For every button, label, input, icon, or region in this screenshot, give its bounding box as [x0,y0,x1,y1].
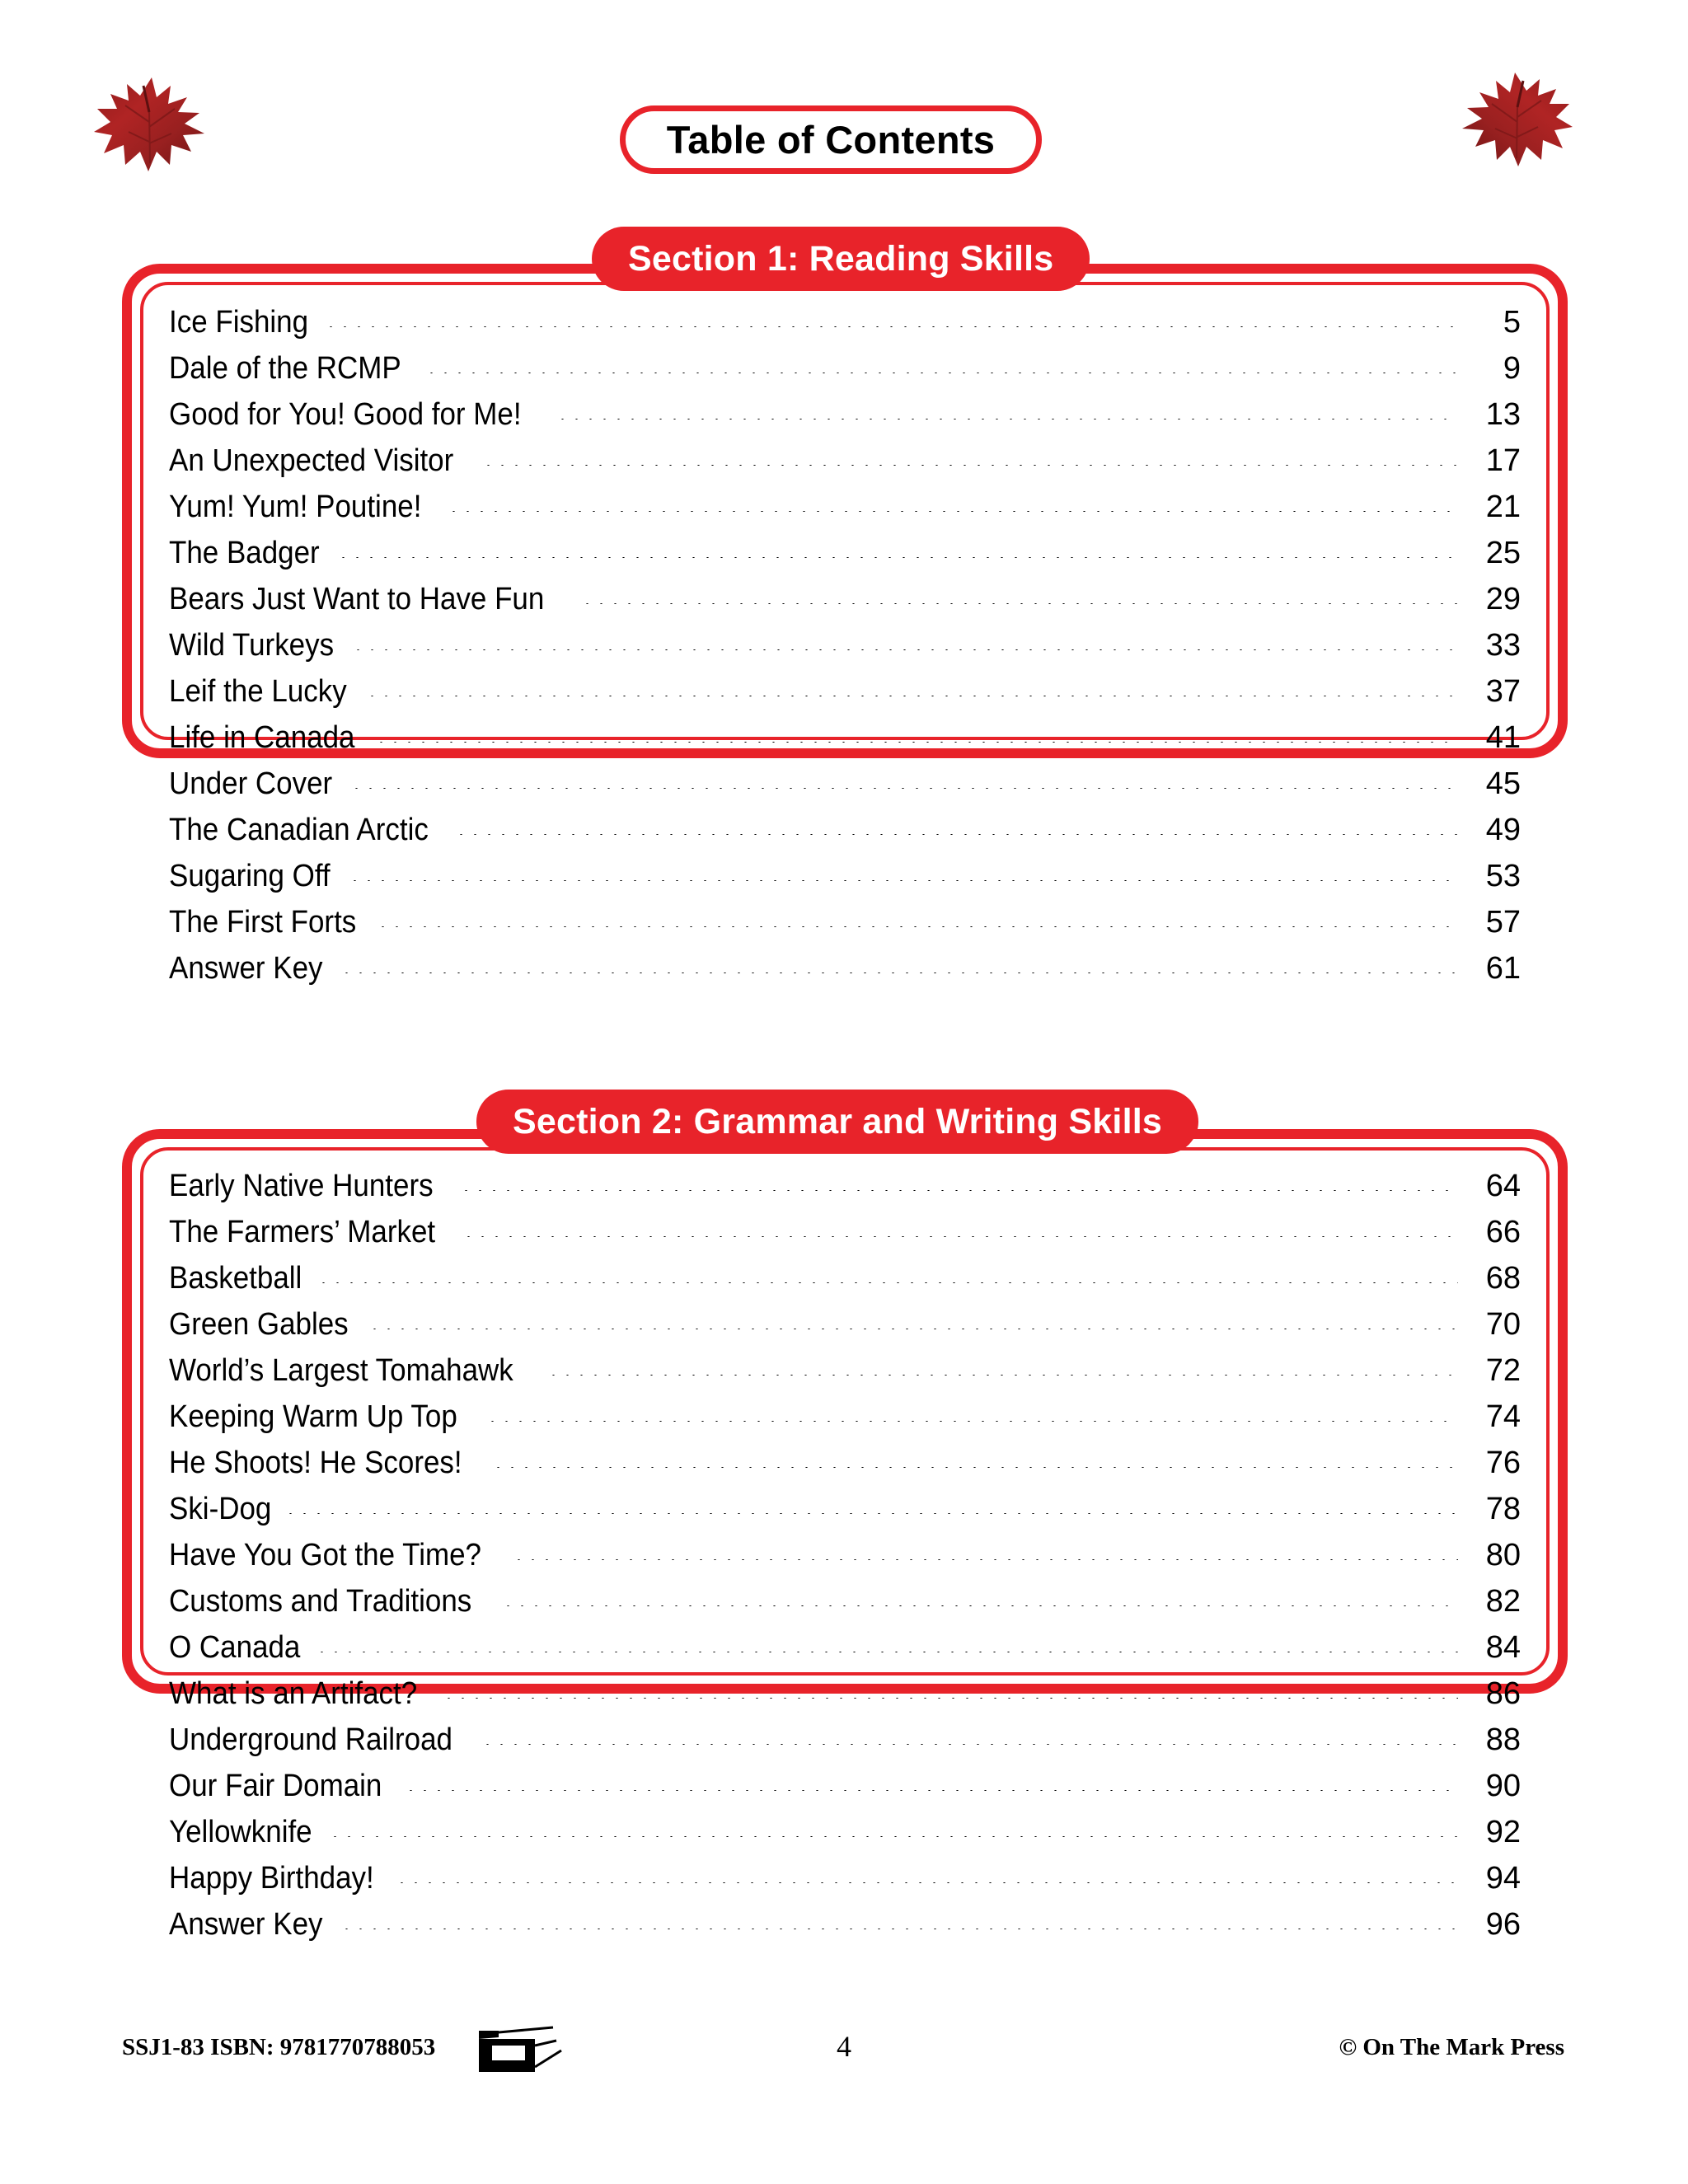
toc-entry-page: 82 [1485,1584,1521,1619]
toc-entry[interactable] [169,1722,1521,1769]
toc-entry-leader [506,1605,1458,1606]
toc-entry-page: 90 [1485,1769,1521,1803]
toc-entry-title: Green Gables [169,1307,349,1342]
toc-entry[interactable] [169,582,1521,628]
page-footer [0,2021,1688,2087]
toc-entry-leader [329,326,1458,327]
toc-entry[interactable] [169,1584,1521,1630]
toc-entry-page: 92 [1485,1815,1521,1849]
toc-entry-title: Yellowknife [169,1815,312,1849]
toc-entry-leader [452,511,1458,512]
toc-entry-title: What is an Artifact? [169,1676,418,1711]
toc-entry-leader [345,972,1458,973]
section-1-heading-label: Section 1: Reading Skills [628,238,1054,279]
toc-entry-title: Customs and Traditions [169,1584,472,1619]
toc-entry-leader [354,788,1458,789]
toc-entry-page: 78 [1485,1492,1521,1526]
toc-entry[interactable] [169,1538,1521,1584]
toc-entry-page: 29 [1485,582,1521,616]
toc-entry-page: 53 [1485,859,1521,893]
toc-entry[interactable] [169,1815,1521,1861]
footer-copyright: © On The Mark Press [1339,2034,1564,2060]
section-1-toc-list [169,305,1521,997]
toc-entry[interactable] [169,1399,1521,1446]
toc-entry-title: Ice Fishing [169,305,309,340]
toc-entry-title: Life in Canada [169,720,355,755]
toc-entry-leader [490,1421,1458,1422]
toc-entry[interactable] [169,720,1521,766]
toc-entry-title: Leif the Lucky [169,674,347,709]
section-2-toc-list [169,1169,1521,1953]
toc-entry-leader [447,1698,1458,1699]
toc-entry-title: Under Cover [169,766,333,801]
toc-entry[interactable] [169,1907,1521,1953]
toc-entry[interactable] [169,1861,1521,1907]
toc-entry[interactable] [169,305,1521,351]
toc-entry[interactable] [169,951,1521,997]
toc-entry-page: 17 [1485,443,1521,478]
toc-entry-title: Answer Key [169,1907,323,1942]
toc-entry[interactable] [169,1261,1521,1307]
toc-entry[interactable] [169,813,1521,859]
toc-entry-title: Sugaring Off [169,859,331,893]
toc-entry-leader [321,1282,1458,1283]
toc-entry-title: Yum! Yum! Poutine! [169,490,422,524]
toc-entry-leader [341,557,1458,558]
toc-entry-leader [288,1513,1458,1514]
toc-entry-title: Basketball [169,1261,302,1296]
toc-entry[interactable] [169,490,1521,536]
toc-entry-title: Keeping Warm Up Top [169,1399,457,1434]
toc-entry-title: The Canadian Arctic [169,813,429,847]
toc-entry-page: 13 [1485,397,1521,432]
toc-entry-leader [496,1467,1458,1468]
toc-entry-page: 25 [1485,536,1521,570]
toc-entry[interactable] [169,536,1521,582]
toc-entry-page: 66 [1485,1215,1521,1249]
toc-entry-leader [585,603,1458,604]
toc-entry-page: 70 [1485,1307,1521,1342]
toc-entry-title: Happy Birthday! [169,1861,374,1896]
toc-entry-page: 74 [1485,1399,1521,1434]
toc-entry-page: 80 [1485,1538,1521,1572]
toc-entry[interactable] [169,1769,1521,1815]
toc-entry-leader [517,1559,1458,1560]
toc-entry-page: 41 [1485,720,1521,755]
section-2-heading-label: Section 2: Grammar and Writing Skills [513,1101,1162,1141]
toc-entry[interactable] [169,1492,1521,1538]
toc-entry-title: The Badger [169,536,320,570]
toc-entry-title: Our Fair Domain [169,1769,382,1803]
toc-entry-title: Underground Railroad [169,1722,452,1757]
toc-entry-page: 21 [1485,490,1521,524]
toc-entry[interactable] [169,1446,1521,1492]
section-1-heading [592,227,1090,291]
toc-entry[interactable] [169,443,1521,490]
toc-entry-page: 49 [1485,813,1521,847]
toc-entry-page: 64 [1485,1169,1521,1203]
toc-entry-title: The Farmers’ Market [169,1215,436,1249]
toc-entry[interactable] [169,1676,1521,1722]
toc-entry-title: An Unexpected Visitor [169,443,454,478]
toc-entry-leader [381,926,1458,927]
toc-entry[interactable] [169,1353,1521,1399]
toc-entry-title: The First Forts [169,905,357,940]
toc-entry[interactable] [169,674,1521,720]
toc-entry-title: O Canada [169,1630,301,1665]
toc-entry-leader [485,1744,1458,1745]
toc-entry-page: 88 [1485,1722,1521,1757]
toc-entry-title: Early Native Hunters [169,1169,434,1203]
toc-entry-leader [486,465,1458,466]
toc-entry-page: 5 [1503,305,1521,340]
toc-entry-title: Wild Turkeys [169,628,335,663]
toc-entry-leader [400,1882,1458,1883]
toc-entry[interactable] [169,1215,1521,1261]
toc-entry-title: Dale of the RCMP [169,351,401,386]
toc-entry-leader [459,834,1458,835]
toc-entry-title: Ski-Dog [169,1492,272,1526]
toc-entry-title: Answer Key [169,951,323,986]
toc-entry[interactable] [169,1630,1521,1676]
toc-entry[interactable] [169,1169,1521,1215]
page-title [620,105,1042,174]
toc-entry-leader [464,1190,1458,1191]
toc-entry[interactable] [169,766,1521,813]
toc-entry[interactable] [169,628,1521,674]
toc-entry-title: Good for You! Good for Me! [169,397,522,432]
toc-entry-leader [467,1236,1458,1237]
toc-entry[interactable] [169,351,1521,397]
footer-page-number: 4 [837,2030,851,2063]
toc-entry-page: 57 [1485,905,1521,940]
toc-entry-page: 9 [1503,351,1521,386]
toc-entry-page: 94 [1485,1861,1521,1896]
toc-entry-page: 84 [1485,1630,1521,1665]
toc-entry-leader [551,1375,1458,1376]
toc-entry-leader [409,1790,1458,1791]
toc-entry-page: 72 [1485,1353,1521,1388]
toc-entry[interactable] [169,905,1521,951]
toc-entry-leader [333,1836,1458,1837]
toc-entry-page: 45 [1485,766,1521,801]
toc-entry-page: 96 [1485,1907,1521,1942]
maple-leaf-icon-right [1459,68,1574,171]
toc-entry-leader [356,649,1458,650]
toc-entry-page: 68 [1485,1261,1521,1296]
footer-product-code: SSJ1-83 ISBN: 9781770788053 [122,2034,436,2060]
toc-entry-page: 33 [1485,628,1521,663]
toc-entry-page: 86 [1485,1676,1521,1711]
toc-entry-page: 76 [1485,1446,1521,1480]
toc-entry-title: Bears Just Want to Have Fun [169,582,545,616]
toc-entry[interactable] [169,859,1521,905]
toc-entry-page: 61 [1485,951,1521,986]
toc-entry-leader [353,880,1458,881]
toc-entry-title: World’s Largest Tomahawk [169,1353,513,1388]
toc-entry[interactable] [169,397,1521,443]
page-title-label: Table of Contents [666,118,996,162]
toc-entry-leader [379,742,1458,743]
section-2-heading [476,1090,1198,1154]
toc-entry-title: He Shoots! He Scores! [169,1446,462,1480]
toc-entry-title: Have You Got the Time? [169,1538,481,1572]
maple-leaf-icon-left [92,73,208,176]
toc-entry-page: 37 [1485,674,1521,709]
toc-entry[interactable] [169,1307,1521,1353]
